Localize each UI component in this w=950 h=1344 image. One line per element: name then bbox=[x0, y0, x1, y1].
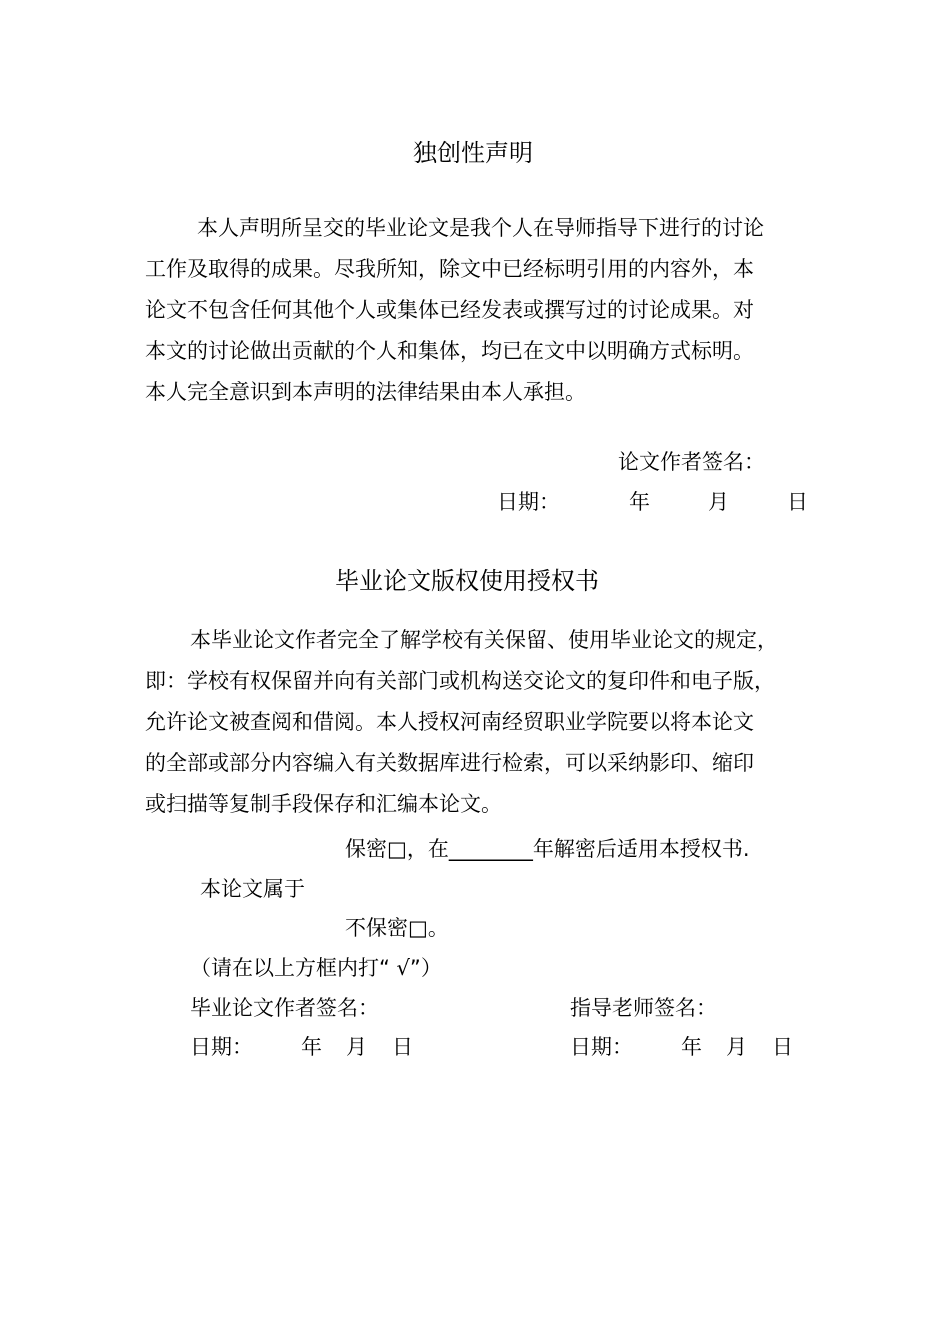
declaration-line-1: 本人声明所呈交的毕业论文是我个人在导师指导下进行的讨论 bbox=[197, 216, 764, 240]
author-date-month: 月 bbox=[346, 1035, 367, 1059]
declaration-month: 月 bbox=[708, 490, 729, 514]
authorization-line-3: 允许论文被查阅和借阅。本人授权河南经贸职业学院要以将本论文 bbox=[145, 710, 754, 734]
declaration-line-4: 本文的讨论做出贡献的个人和集体，均已在文中以明确方式标明。 bbox=[145, 339, 754, 363]
advisor-date-month: 月 bbox=[726, 1035, 747, 1059]
declaration-day: 日 bbox=[787, 490, 808, 514]
authorization-title: 毕业论文版权使用授权书 bbox=[335, 567, 599, 595]
author-date-label: 日期： bbox=[190, 1035, 253, 1059]
declaration-date-label: 日期： bbox=[497, 490, 560, 514]
advisor-date-year: 年 bbox=[681, 1035, 702, 1059]
declaration-line-2: 工作及取得的成果。尽我所知，除文中已经标明引用的内容外，本 bbox=[145, 257, 754, 281]
authorization-line-4: 的全部或部分内容编入有关数据库进行检索，可以采纳影印、缩印 bbox=[145, 751, 754, 775]
belongs-label: 本论文属于 bbox=[200, 877, 305, 901]
declaration-line-3: 论文不包含任何其他个人或集体已经发表或撰写过的讨论成果。对 bbox=[145, 298, 754, 322]
author-date-day: 日 bbox=[392, 1035, 413, 1059]
secret-option: 保密□，在________年解密后适用本授权书. bbox=[345, 837, 750, 861]
advisor-signature-label: 指导老师签名： bbox=[570, 996, 717, 1020]
declaration-year: 年 bbox=[629, 490, 650, 514]
advisor-date-label: 日期： bbox=[570, 1035, 633, 1059]
authorization-line-5: 或扫描等复制手段保存和汇编本论文。 bbox=[145, 792, 502, 816]
authorization-line-2: 即：学校有权保留并向有关部门或机构送交论文的复印件和电子版， bbox=[145, 669, 775, 693]
author-signature-label: 毕业论文作者签名： bbox=[190, 996, 379, 1020]
declaration-signature-label: 论文作者签名： bbox=[618, 450, 765, 474]
checkmark-instruction: （请在以上方框内打“ √”） bbox=[190, 956, 442, 980]
declaration-line-5: 本人完全意识到本声明的法律结果由本人承担。 bbox=[145, 380, 586, 404]
author-date-year: 年 bbox=[301, 1035, 322, 1059]
non-secret-option: 不保密□。 bbox=[345, 916, 449, 940]
advisor-date-day: 日 bbox=[772, 1035, 793, 1059]
declaration-title: 独创性声明 bbox=[413, 139, 533, 167]
authorization-line-1: 本毕业论文作者完全了解学校有关保留、使用毕业论文的规定， bbox=[190, 628, 778, 652]
